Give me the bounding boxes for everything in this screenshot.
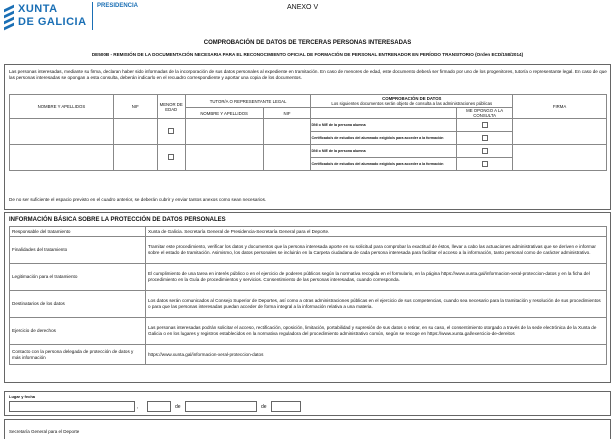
logo-line1: XUNTA bbox=[18, 3, 58, 15]
info-row bbox=[10, 264, 607, 291]
sign-cell[interactable] bbox=[513, 119, 607, 145]
info-row bbox=[10, 318, 607, 345]
doc-dni-label: DNI o NIE de la persona alumna bbox=[311, 145, 457, 158]
col-sign-header: FIRMA bbox=[513, 95, 607, 119]
info-title: INFORMACIÓN BÁSICA SOBRE LA PROTECCIÓN DE DATOS PERSONALES bbox=[9, 217, 226, 223]
col-minor-header: MENOR DE EDAD bbox=[157, 95, 185, 119]
minor-checkbox[interactable] bbox=[168, 128, 174, 134]
info-row bbox=[10, 345, 607, 365]
info-value: El cumplimiento de una tarea en interés público o en el ejercicio de poderes públicos según la normativa recogida en el formulario, en la página https://www.xunta.gal/informacion-xeral-proteccion-datos y en la ficha del procedimiento en la Guía de procedimientos y servicios. Consentimiento de las personas interesadas, cuando corresponda. bbox=[146, 264, 607, 291]
tutor-nif-cell[interactable] bbox=[263, 119, 311, 145]
footnote: De no ser suficiente el espacio previsto en el cuadro anterior, se deberán cubrir y enviar tantos anexos como sean necesarios. bbox=[9, 197, 267, 202]
recipient-name: Secretaría General para el Deporte bbox=[9, 429, 80, 434]
info-label: Contacto con la persona delegada de protección de datos y más información bbox=[10, 345, 146, 365]
oppose-cert-checkbox[interactable] bbox=[482, 161, 488, 167]
doc-dni-label: DNI o NIE de la persona alumna bbox=[311, 119, 457, 132]
info-row bbox=[10, 227, 607, 237]
col-name-header: NOMBRE Y APELLIDOS bbox=[10, 95, 114, 119]
col-tutor-nif-header: NIF bbox=[263, 108, 311, 119]
col-docs-header bbox=[311, 95, 513, 108]
recipient-section bbox=[4, 419, 611, 439]
oppose-cell bbox=[457, 119, 513, 132]
col-oppose-header: ME OPONGO A LA CONSULTA bbox=[457, 108, 513, 119]
place-input[interactable] bbox=[9, 401, 135, 412]
tutor-nif-cell[interactable] bbox=[263, 145, 311, 171]
tutor-name-cell[interactable] bbox=[185, 145, 263, 171]
nif-cell[interactable] bbox=[113, 145, 157, 171]
department-name: PRESIDENCIA bbox=[97, 3, 139, 9]
persons-table bbox=[9, 94, 607, 171]
info-table bbox=[9, 226, 607, 365]
de-label-1: de bbox=[175, 404, 181, 410]
intro-text: Las personas interesadas, mediante su firma, declaran haber sido informadas de la incorporación de sus datos personales al expediente en tramitación. En caso de menores de edad, este documento deberá ser firmado por uno de los progenitores, tutor/a o representante legal. En caso de que las personas interesadas se opongan a esta consulta, deberán indicarlo en el recuadro correspondiente y aportar una copia de los documentos. bbox=[9, 69, 607, 81]
comma-separator: , bbox=[137, 404, 139, 410]
info-value: Los datos serán comunicados al Consejo Superior de Deportes, así como a otras administraciones públicas en el ejercicio de sus competencias, cuando sea necesario para la tramitación y resolución de sus procedimientos o para que las personas interesadas puedan acceder de forma integral a la información relativa a una materia. bbox=[146, 291, 607, 318]
name-cell[interactable] bbox=[10, 119, 114, 145]
oppose-dni-checkbox[interactable] bbox=[482, 148, 488, 154]
tutor-name-cell[interactable] bbox=[185, 119, 263, 145]
info-row bbox=[10, 291, 607, 318]
docs-header-sub: Los siguientes documentos serán objeto de consulta a las administraciones públicas bbox=[331, 101, 493, 106]
col-docs-blank bbox=[311, 108, 457, 119]
oppose-cell bbox=[457, 158, 513, 171]
data-protection-section bbox=[4, 212, 611, 383]
info-label: Ejercicio de derechos bbox=[10, 318, 146, 345]
table-row bbox=[10, 119, 607, 132]
day-input[interactable] bbox=[147, 401, 171, 412]
month-input[interactable] bbox=[185, 401, 257, 412]
info-label: Destinatarios de los datos bbox=[10, 291, 146, 318]
minor-cell bbox=[157, 145, 185, 171]
col-tutor-header: TUTOR/A O REPRESENTANTE LEGAL bbox=[185, 95, 311, 108]
oppose-dni-checkbox[interactable] bbox=[482, 122, 488, 128]
year-input[interactable] bbox=[271, 401, 301, 412]
info-value: https://www.xunta.gal/informacion-xeral-proteccion-datos bbox=[146, 345, 607, 365]
minor-cell bbox=[157, 119, 185, 145]
docs-header-title: COMPROBACIÓN DE DATOS bbox=[382, 96, 442, 101]
nif-cell[interactable] bbox=[113, 119, 157, 145]
info-value: Tramitar este procedimiento, verificar los datos y documentos que la persona interesada aporte en su solicitud para comprobar la exactitud de éstos, llevar a cabo las actuaciones administrativas que se deriven e informar sobre el estado de tramitación. Asimismo, los datos personales se incluirán en la Carpeta ciudadana de cada persona interesada para facilitar el acceso a la información, tanto personal como de carácter administrativo. bbox=[146, 237, 607, 264]
form-subtitle: DE500B - REMISIÓN DE LA DOCUMENTACIÓN NECESARIA PARA EL RECONOCIMIENTO OFICIAL DE FORMACIÓN DE PERSONAL ENTRENADOR EN PERÍODO TRANSITORIO (Orden ECD/158/2014) bbox=[91, 52, 524, 57]
info-value: Xunta de Galicia. Secretaría General de Presidencia-Secretaría General para el Deporte. bbox=[146, 227, 607, 237]
oppose-cert-checkbox[interactable] bbox=[482, 135, 488, 141]
sign-cell[interactable] bbox=[513, 145, 607, 171]
xunta-emblem-icon bbox=[4, 4, 14, 30]
info-row bbox=[10, 237, 607, 264]
place-date-label: Lugar y fecha bbox=[9, 394, 36, 399]
place-date-section bbox=[4, 391, 611, 416]
doc-cert-label: Certificado/s de estudios del alumnado exigido/s para acceder a la formación bbox=[311, 132, 457, 145]
header bbox=[0, 0, 615, 34]
de-label-2: de bbox=[261, 404, 267, 410]
info-label: Responsable del tratamiento bbox=[10, 227, 146, 237]
info-value: Las personas interesadas podrán solicitar el acceso, rectificación, oposición, limitación, portabilidad y supresión de sus datos o retirar, en su caso, el consentimiento otorgado a través de la sede electrónica de la Xunta de Galicia o en los lugares y registros establecidos en la normativa reguladora del procedimiento administrativo común, según se recoge en https://www.xunta.gal/exercicio-de-dereitos bbox=[146, 318, 607, 345]
col-tutor-name-header: NOMBRE Y APELLIDOS bbox=[185, 108, 263, 119]
logo-line2: DE GALICIA bbox=[18, 16, 87, 28]
info-label: Legitimación para el tratamiento bbox=[10, 264, 146, 291]
xunta-logo bbox=[4, 3, 104, 31]
persons-section bbox=[4, 64, 611, 210]
doc-cert-label: Certificado/s de estudios del alumnado exigido/s para acceder a la formación bbox=[311, 158, 457, 171]
oppose-cell bbox=[457, 145, 513, 158]
annex-label: ANEXO V bbox=[287, 4, 319, 11]
info-label: Finalidades del tratamiento bbox=[10, 237, 146, 264]
table-row bbox=[10, 145, 607, 158]
header-divider bbox=[92, 2, 93, 30]
form-title: COMPROBACIÓN DE DATOS DE TERCERAS PERSONAS INTERESADAS bbox=[203, 40, 412, 46]
name-cell[interactable] bbox=[10, 145, 114, 171]
col-nif-header: NIF bbox=[113, 95, 157, 119]
minor-checkbox[interactable] bbox=[168, 154, 174, 160]
oppose-cell bbox=[457, 132, 513, 145]
